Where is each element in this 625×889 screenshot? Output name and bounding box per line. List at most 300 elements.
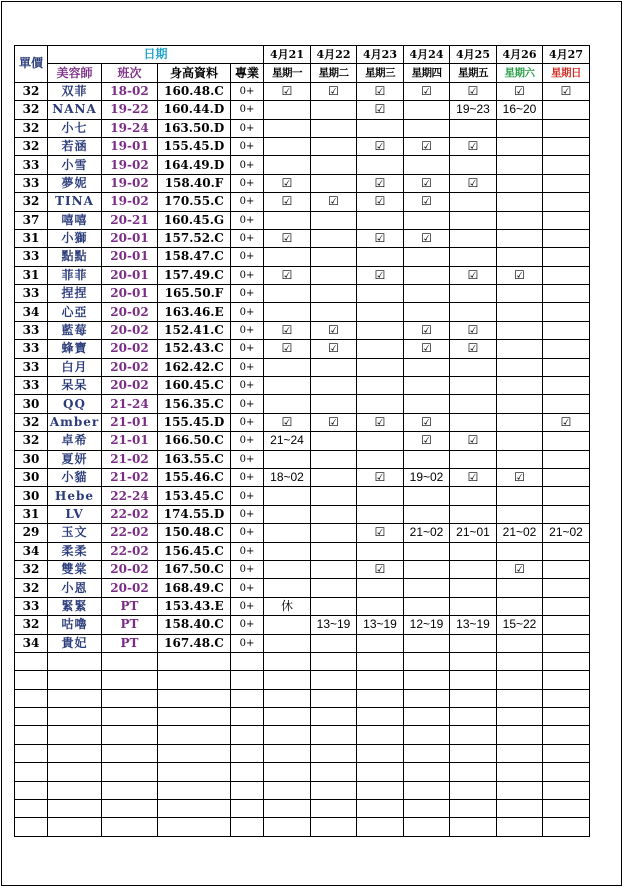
specialty-cell: 0+ (231, 101, 264, 119)
date-header: 4月24 (404, 46, 450, 64)
table-row (15, 211, 590, 229)
price-cell: 33 (15, 358, 48, 376)
day-cell (311, 229, 357, 247)
empty-cell (158, 763, 231, 781)
price-cell: 33 (15, 156, 48, 174)
day-cell (264, 303, 311, 321)
day-cell (497, 413, 543, 431)
price-cell: 33 (15, 321, 48, 339)
checkbox-checked-icon: ☑ (450, 174, 497, 192)
shift-cell: 20-02 (102, 340, 158, 358)
checkbox-checked-icon: ☑ (404, 174, 450, 192)
empty-cell (357, 800, 404, 818)
empty-cell (357, 744, 404, 762)
price-cell: 33 (15, 597, 48, 615)
day-cell (543, 487, 590, 505)
empty-cell (264, 800, 311, 818)
day-cell (404, 156, 450, 174)
empty-cell (357, 818, 404, 836)
day-cell (543, 634, 590, 652)
table-row (15, 340, 590, 358)
stylist-cell: 緊緊 (48, 597, 102, 615)
day-cell (497, 321, 543, 339)
body-data-cell: 158.40.F (158, 174, 231, 192)
day-cell (311, 358, 357, 376)
specialty-cell: 0+ (231, 468, 264, 486)
day-cell (264, 101, 311, 119)
shift-cell: 21-24 (102, 395, 158, 413)
stylist-cell: 小七 (48, 119, 102, 137)
empty-cell (543, 818, 590, 836)
specialty-cell: 0+ (231, 616, 264, 634)
empty-cell (357, 652, 404, 670)
specialty-cell: 0+ (231, 303, 264, 321)
specialty-cell: 0+ (231, 248, 264, 266)
day-cell (497, 193, 543, 211)
shift-cell: 19-02 (102, 193, 158, 211)
empty-cell (357, 689, 404, 707)
shift-cell: 22-02 (102, 505, 158, 523)
empty-cell (231, 689, 264, 707)
shift-cell: 20-02 (102, 560, 158, 578)
stylist-cell: 双菲 (48, 82, 102, 100)
empty-cell (311, 818, 357, 836)
specialty-cell: 0+ (231, 156, 264, 174)
empty-cell (543, 652, 590, 670)
price-cell: 30 (15, 395, 48, 413)
day-cell (357, 285, 404, 303)
date-header: 4月22 (311, 46, 357, 64)
empty-cell (102, 708, 158, 726)
stylist-cell: 若涵 (48, 137, 102, 155)
day-cell (497, 395, 543, 413)
stylist-cell: 呆呆 (48, 377, 102, 395)
empty-cell (102, 671, 158, 689)
day-cell (543, 560, 590, 578)
day-cell (264, 377, 311, 395)
day-cell (357, 358, 404, 376)
checkbox-checked-icon: ☑ (264, 266, 311, 284)
body-data-cell: 163.50.D (158, 119, 231, 137)
empty-cell (404, 763, 450, 781)
day-cell (404, 395, 450, 413)
empty-cell (158, 726, 231, 744)
table-row (15, 395, 590, 413)
shift-cell: 22-02 (102, 524, 158, 542)
day-cell: 21~02 (404, 524, 450, 542)
day-cell: 19~23 (450, 101, 497, 119)
empty-cell (311, 671, 357, 689)
body-data-cell: 157.52.C (158, 229, 231, 247)
shift-cell: 20-21 (102, 211, 158, 229)
empty-cell (158, 671, 231, 689)
table-row (15, 321, 590, 339)
shift-cell: 20-01 (102, 229, 158, 247)
day-cell (264, 579, 311, 597)
empty-cell (102, 652, 158, 670)
specialty-cell: 0+ (231, 82, 264, 100)
empty-cell (264, 671, 311, 689)
checkbox-checked-icon: ☑ (357, 101, 404, 119)
day-cell (404, 358, 450, 376)
empty-cell (311, 781, 357, 799)
shift-cell: 21-02 (102, 450, 158, 468)
table-row (15, 248, 590, 266)
day-cell (543, 119, 590, 137)
day-cell (404, 505, 450, 523)
price-cell: 32 (15, 560, 48, 578)
specialty-cell: 0+ (231, 524, 264, 542)
stylist-cell: 心亞 (48, 303, 102, 321)
day-cell (450, 413, 497, 431)
day-cell (450, 211, 497, 229)
header-row-columns (15, 64, 590, 82)
day-cell (311, 156, 357, 174)
empty-cell (450, 781, 497, 799)
specialty-cell: 0+ (231, 377, 264, 395)
specialty-cell: 0+ (231, 432, 264, 450)
price-cell: 29 (15, 524, 48, 542)
body-data-cell: 160.45.G (158, 211, 231, 229)
empty-cell (158, 708, 231, 726)
day-cell (264, 285, 311, 303)
day-cell (404, 560, 450, 578)
checkbox-checked-icon: ☑ (497, 266, 543, 284)
day-cell (543, 211, 590, 229)
body-data-cell: 163.46.E (158, 303, 231, 321)
day-cell: 13~19 (311, 616, 357, 634)
body-data-cell: 166.50.C (158, 432, 231, 450)
empty-cell (158, 800, 231, 818)
day-cell (311, 211, 357, 229)
day-cell (311, 597, 357, 615)
day-cell: 21~02 (497, 524, 543, 542)
empty-cell (404, 726, 450, 744)
day-cell (497, 597, 543, 615)
empty-cell (158, 781, 231, 799)
shift-cell: PT (102, 616, 158, 634)
table-row (15, 487, 590, 505)
day-cell (543, 248, 590, 266)
price-cell: 32 (15, 137, 48, 155)
table-row (15, 579, 590, 597)
empty-cell (497, 781, 543, 799)
weekday-header: 星期五 (450, 64, 497, 82)
stylist-cell: 夢妮 (48, 174, 102, 192)
checkbox-checked-icon: ☑ (404, 413, 450, 431)
checkbox-checked-icon: ☑ (264, 193, 311, 211)
stylist-cell: 藍莓 (48, 321, 102, 339)
day-cell (404, 248, 450, 266)
checkbox-checked-icon: ☑ (450, 266, 497, 284)
day-cell (497, 487, 543, 505)
price-cell: 34 (15, 303, 48, 321)
day-cell (497, 579, 543, 597)
table-row (15, 174, 590, 192)
shift-cell: 19-01 (102, 137, 158, 155)
day-cell: 13~19 (357, 616, 404, 634)
empty-cell (264, 652, 311, 670)
shift-cell: 19-24 (102, 119, 158, 137)
day-cell (264, 119, 311, 137)
day-cell (450, 634, 497, 652)
shift-cell: 20-02 (102, 303, 158, 321)
stylist-cell: 玉文 (48, 524, 102, 542)
day-cell (404, 450, 450, 468)
empty-cell (264, 818, 311, 836)
empty-cell (450, 726, 497, 744)
specialty-cell: 0+ (231, 505, 264, 523)
price-cell: 30 (15, 450, 48, 468)
day-cell (311, 101, 357, 119)
day-cell (404, 634, 450, 652)
day-cell (311, 505, 357, 523)
empty-cell (48, 818, 102, 836)
day-cell (357, 395, 404, 413)
checkbox-checked-icon: ☑ (357, 266, 404, 284)
day-cell (357, 542, 404, 560)
empty-cell (231, 818, 264, 836)
day-cell (357, 634, 404, 652)
day-cell (404, 597, 450, 615)
shift-cell: 19-02 (102, 156, 158, 174)
checkbox-checked-icon: ☑ (497, 560, 543, 578)
checkbox-checked-icon: ☑ (450, 82, 497, 100)
table-row (15, 468, 590, 486)
empty-cell (48, 689, 102, 707)
day-cell (450, 395, 497, 413)
day-cell (497, 156, 543, 174)
day-cell (357, 211, 404, 229)
checkbox-checked-icon: ☑ (497, 82, 543, 100)
day-cell (311, 137, 357, 155)
date-group-header: 日期 (48, 46, 264, 64)
schedule-body (15, 82, 590, 836)
day-cell (264, 156, 311, 174)
day-cell (543, 229, 590, 247)
price-cell: 33 (15, 340, 48, 358)
empty-cell (450, 671, 497, 689)
checkbox-checked-icon: ☑ (404, 82, 450, 100)
price-cell: 32 (15, 413, 48, 431)
empty-cell (404, 652, 450, 670)
day-cell: 21~01 (450, 524, 497, 542)
day-cell (404, 303, 450, 321)
day-cell (543, 468, 590, 486)
table-row (15, 377, 590, 395)
empty-cell (543, 800, 590, 818)
body-data-cell: 158.40.C (158, 616, 231, 634)
day-cell (311, 487, 357, 505)
day-cell (357, 321, 404, 339)
stylist-cell: TINA (48, 193, 102, 211)
day-cell (311, 303, 357, 321)
day-cell: 16~20 (497, 101, 543, 119)
body-data-cell: 157.49.C (158, 266, 231, 284)
checkbox-checked-icon: ☑ (264, 229, 311, 247)
empty-cell (543, 763, 590, 781)
empty-cell (231, 671, 264, 689)
day-cell (357, 597, 404, 615)
empty-cell (15, 818, 48, 836)
day-cell (311, 266, 357, 284)
empty-cell (48, 744, 102, 762)
checkbox-checked-icon: ☑ (357, 524, 404, 542)
body-data-cell: 167.50.C (158, 560, 231, 578)
day-cell: 19~02 (404, 468, 450, 486)
day-cell (264, 137, 311, 155)
checkbox-checked-icon: ☑ (357, 82, 404, 100)
body-data-cell: 160.48.C (158, 82, 231, 100)
specialty-cell: 0+ (231, 285, 264, 303)
table-row (15, 358, 590, 376)
empty-cell (404, 671, 450, 689)
specialty-cell: 0+ (231, 597, 264, 615)
empty-cell (158, 689, 231, 707)
day-cell (497, 303, 543, 321)
day-cell (497, 229, 543, 247)
day-cell (497, 174, 543, 192)
body-data-cell: 160.44.D (158, 101, 231, 119)
day-cell (311, 377, 357, 395)
table-row (15, 524, 590, 542)
empty-cell (497, 671, 543, 689)
empty-cell (311, 800, 357, 818)
body-data-cell: 170.55.C (158, 193, 231, 211)
price-header: 單價 (15, 46, 48, 83)
table-row (15, 542, 590, 560)
price-cell: 33 (15, 248, 48, 266)
empty-cell (497, 818, 543, 836)
empty-cell (497, 652, 543, 670)
stylist-cell: 小獅 (48, 229, 102, 247)
stylist-cell: 嘻嘻 (48, 211, 102, 229)
day-cell (497, 450, 543, 468)
empty-cell (357, 763, 404, 781)
empty-cell (404, 781, 450, 799)
price-cell: 31 (15, 505, 48, 523)
empty-cell (497, 689, 543, 707)
specialty-cell: 0+ (231, 193, 264, 211)
stylist-cell: 夏妍 (48, 450, 102, 468)
empty-cell (450, 800, 497, 818)
day-cell (450, 560, 497, 578)
empty-cell (102, 689, 158, 707)
day-cell (311, 174, 357, 192)
specialty-cell: 0+ (231, 266, 264, 284)
empty-cell (15, 671, 48, 689)
price-cell: 32 (15, 616, 48, 634)
empty-cell (231, 652, 264, 670)
day-cell (450, 156, 497, 174)
day-cell (450, 450, 497, 468)
shift-cell: 21-01 (102, 432, 158, 450)
table-row (15, 303, 590, 321)
price-cell: 32 (15, 432, 48, 450)
day-cell (497, 285, 543, 303)
empty-cell (404, 800, 450, 818)
day-cell (543, 597, 590, 615)
day-cell (357, 248, 404, 266)
day-cell: 休 (264, 597, 311, 615)
day-cell (450, 505, 497, 523)
schedule-table (14, 45, 590, 837)
empty-cell (102, 763, 158, 781)
empty-cell (264, 689, 311, 707)
day-cell (357, 505, 404, 523)
day-cell (543, 285, 590, 303)
body-data-cell: 156.45.C (158, 542, 231, 560)
price-cell: 37 (15, 211, 48, 229)
day-cell (450, 303, 497, 321)
shift-cell: 21-01 (102, 413, 158, 431)
shift-cell: 21-02 (102, 468, 158, 486)
body-data-cell: 158.47.C (158, 248, 231, 266)
checkbox-checked-icon: ☑ (264, 321, 311, 339)
specialty-cell: 0+ (231, 119, 264, 137)
date-header: 4月26 (497, 46, 543, 64)
checkbox-checked-icon: ☑ (357, 468, 404, 486)
weekday-header-sunday: 星期日 (543, 64, 590, 82)
stylist-header: 美容師 (48, 64, 102, 82)
stylist-cell: 點點 (48, 248, 102, 266)
checkbox-checked-icon: ☑ (311, 82, 357, 100)
checkbox-checked-icon: ☑ (450, 432, 497, 450)
day-cell (311, 560, 357, 578)
empty-cell (543, 726, 590, 744)
table-row (15, 450, 590, 468)
empty-cell (15, 689, 48, 707)
day-cell (450, 597, 497, 615)
day-cell (264, 450, 311, 468)
body-data-cell: 174.55.D (158, 505, 231, 523)
empty-cell (48, 652, 102, 670)
shift-cell: 19-02 (102, 174, 158, 192)
day-cell: 18~02 (264, 468, 311, 486)
table-row (15, 634, 590, 652)
checkbox-checked-icon: ☑ (357, 229, 404, 247)
empty-cell (231, 781, 264, 799)
checkbox-checked-icon: ☑ (404, 229, 450, 247)
empty-cell (497, 763, 543, 781)
day-cell (404, 266, 450, 284)
price-cell: 32 (15, 82, 48, 100)
empty-cell (357, 708, 404, 726)
shift-cell: 19-22 (102, 101, 158, 119)
day-cell (450, 377, 497, 395)
checkbox-checked-icon: ☑ (357, 174, 404, 192)
body-data-cell: 160.45.C (158, 377, 231, 395)
table-row (15, 119, 590, 137)
body-data-cell: 155.46.C (158, 468, 231, 486)
shift-header: 班次 (102, 64, 158, 82)
day-cell (543, 321, 590, 339)
empty-row (15, 818, 590, 836)
specialty-cell: 0+ (231, 229, 264, 247)
stylist-cell: NANA (48, 101, 102, 119)
day-cell (543, 358, 590, 376)
shift-cell: 20-02 (102, 321, 158, 339)
shift-cell: PT (102, 597, 158, 615)
empty-cell (450, 744, 497, 762)
day-cell (311, 542, 357, 560)
day-cell (404, 101, 450, 119)
checkbox-checked-icon: ☑ (497, 468, 543, 486)
day-cell (497, 211, 543, 229)
day-cell (357, 303, 404, 321)
checkbox-checked-icon: ☑ (311, 340, 357, 358)
table-row (15, 413, 590, 431)
